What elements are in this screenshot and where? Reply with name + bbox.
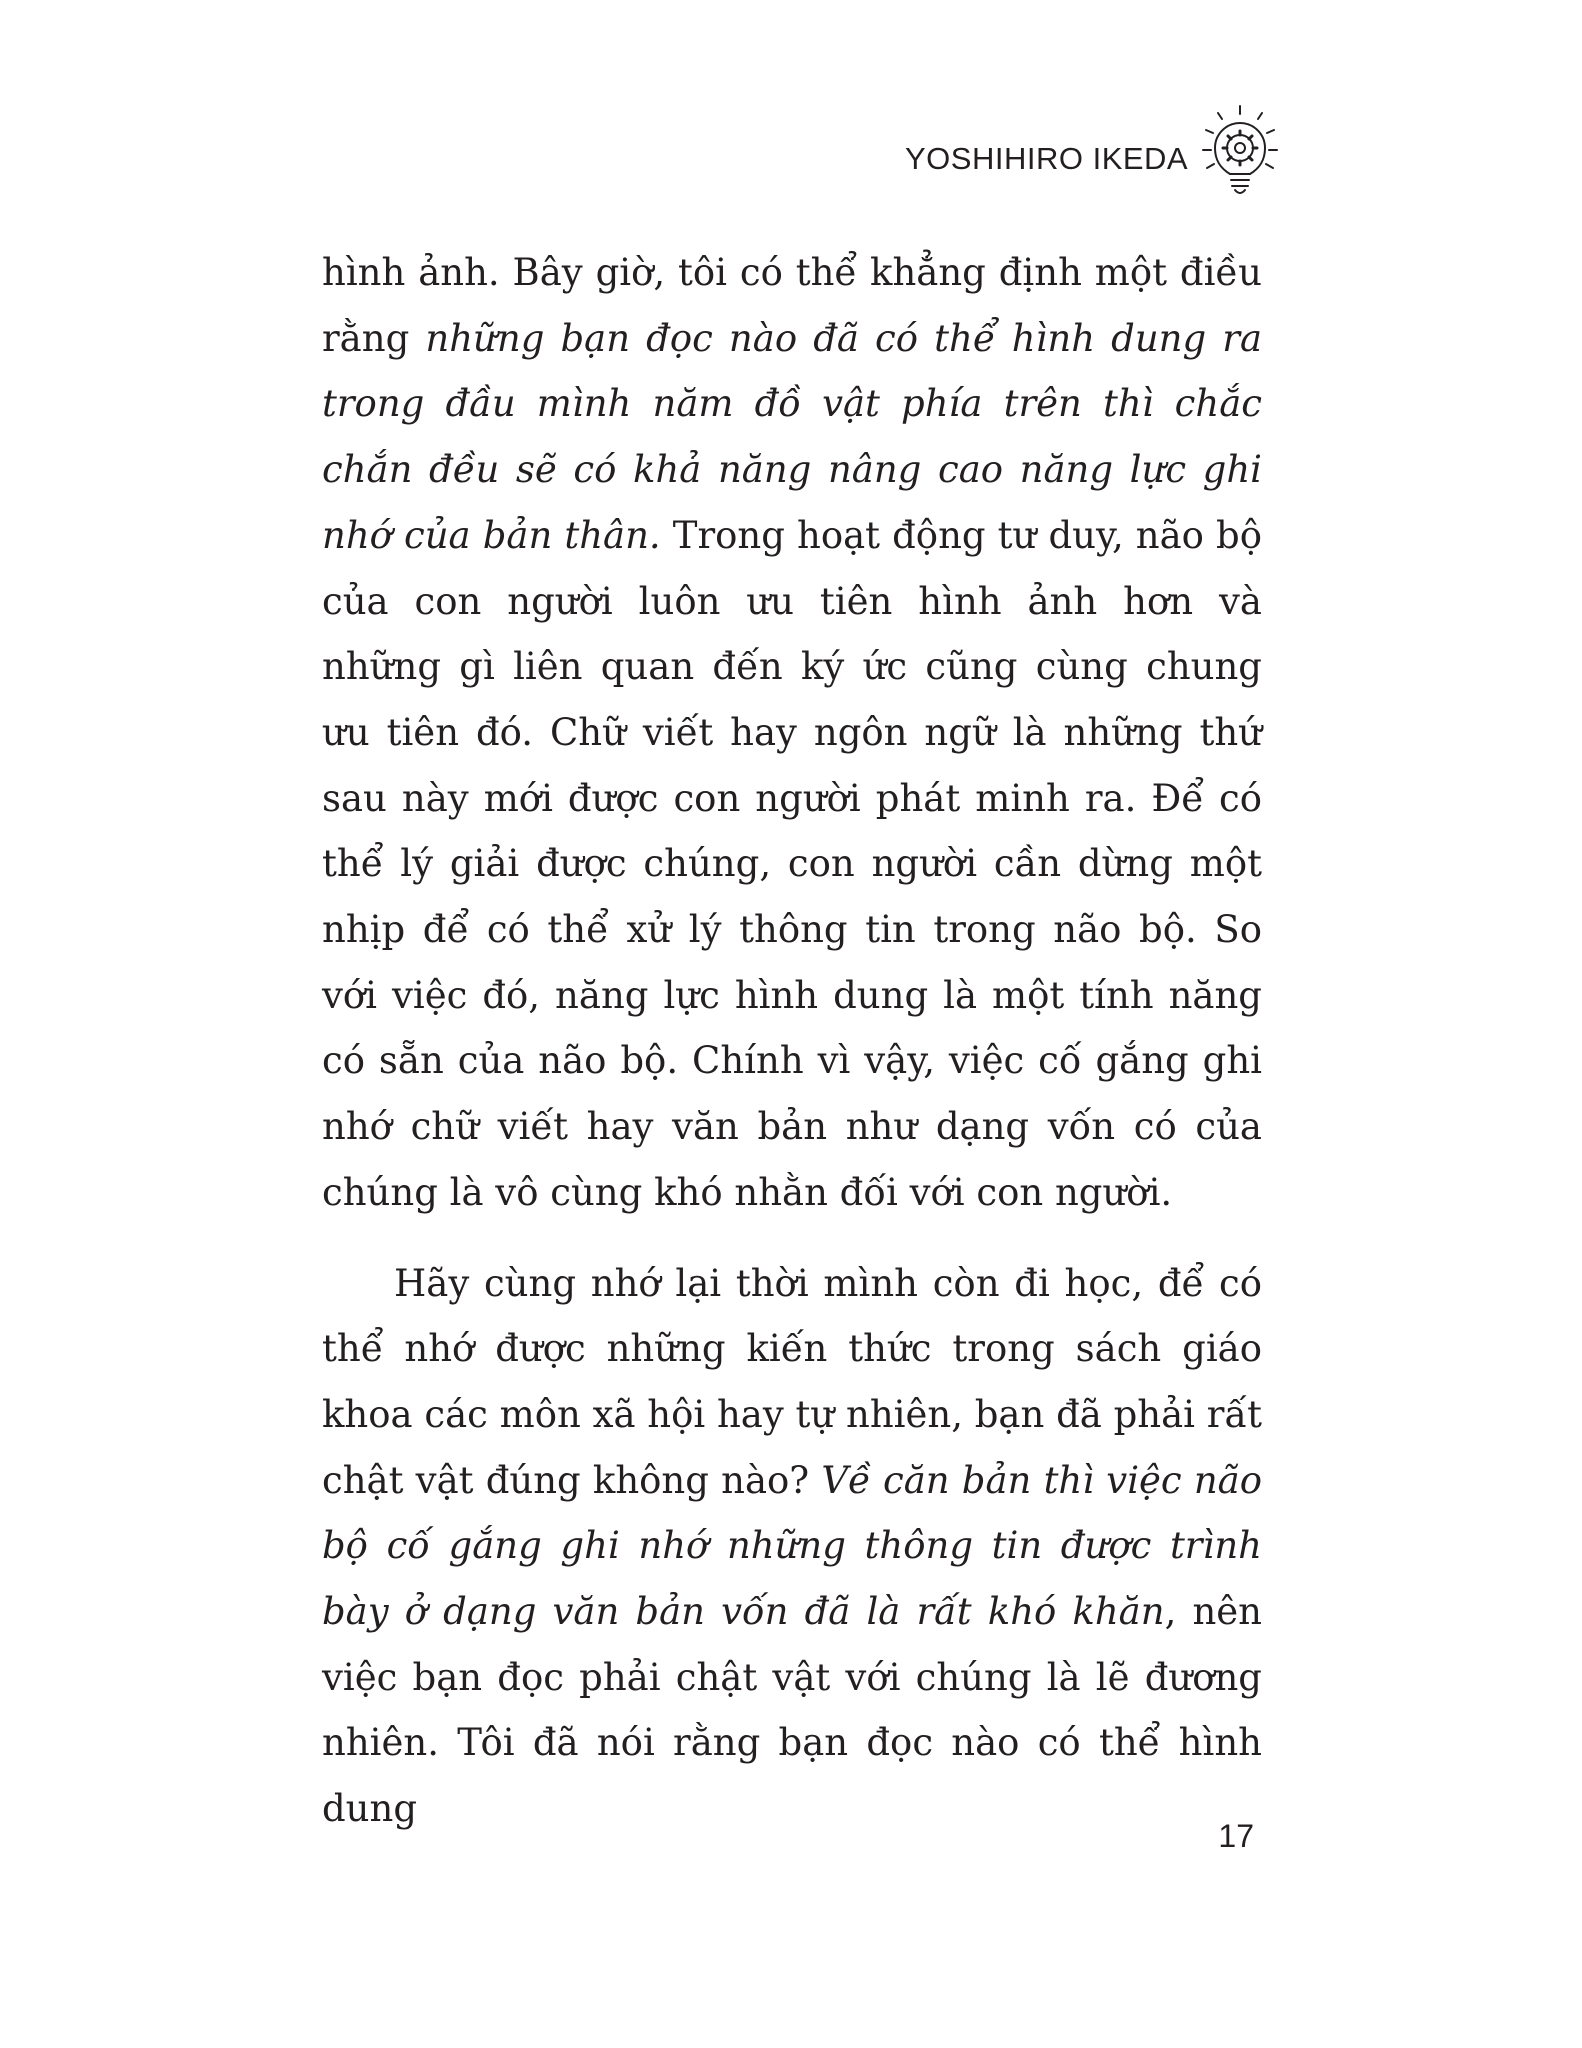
lightbulb-gear-icon — [1200, 104, 1280, 200]
page-header — [0, 0, 1582, 200]
text-run: Hãy cùng nhớ lại thời mình còn đi học, để có thể nhớ được những kiến thức trong sách giáo khoa các môn xã hội hay tự nhiên, bạn đã phải rất chật vật đúng không nào? — [322, 1261, 1262, 1502]
italic-text-run: Về căn bản thì việc não bộ cố gắng ghi nhớ những thông tin được trình bày ở dạng văn bản vốn đã là rất khó khăn — [322, 1458, 1262, 1634]
text-run: hình ảnh. Bây giờ, tôi có thể khẳng định một điều rằng — [322, 251, 1262, 360]
page-number: 17 — [1218, 1818, 1254, 1854]
text-run: Trong hoạt động tư duy, não bộ của con người luôn ưu tiên hình ảnh hơn và những gì liên quan đến ký ức cũng cùng chung ưu tiên đó. Chữ viết hay ngôn ngữ là những thứ sau này mới được con người phát minh ra. Để có thể lý giải được chúng, con người cần dừng một nhịp để có thể xử lý thông tin trong não bộ. So với việc đó, năng lực hình dung là một tính năng có sẵn của não bộ. Chính vì vậy, việc cố gắng ghi nhớ chữ viết hay văn bản như dạng vốn có của chúng là vô cùng khó nhằn đối với con người. — [322, 513, 1262, 1214]
body-text — [322, 240, 1262, 1842]
text-run: , nên việc bạn đọc phải chật vật với chúng là lẽ đương nhiên. Tôi đã nói rằng bạn đọc nào có thể hình dung — [322, 1590, 1263, 1831]
italic-text-run: những bạn đọc nào đã có thể hình dung ra trong đầu mình năm đồ vật phía trên thì chắc chắn đều sẽ có khả năng nâng cao năng lực ghi nhớ của bản thân. — [322, 316, 1263, 557]
paragraph — [322, 240, 1262, 1226]
paragraph — [322, 1251, 1262, 1842]
running-head-author: YOSHIHIRO IKEDA — [905, 141, 1189, 176]
